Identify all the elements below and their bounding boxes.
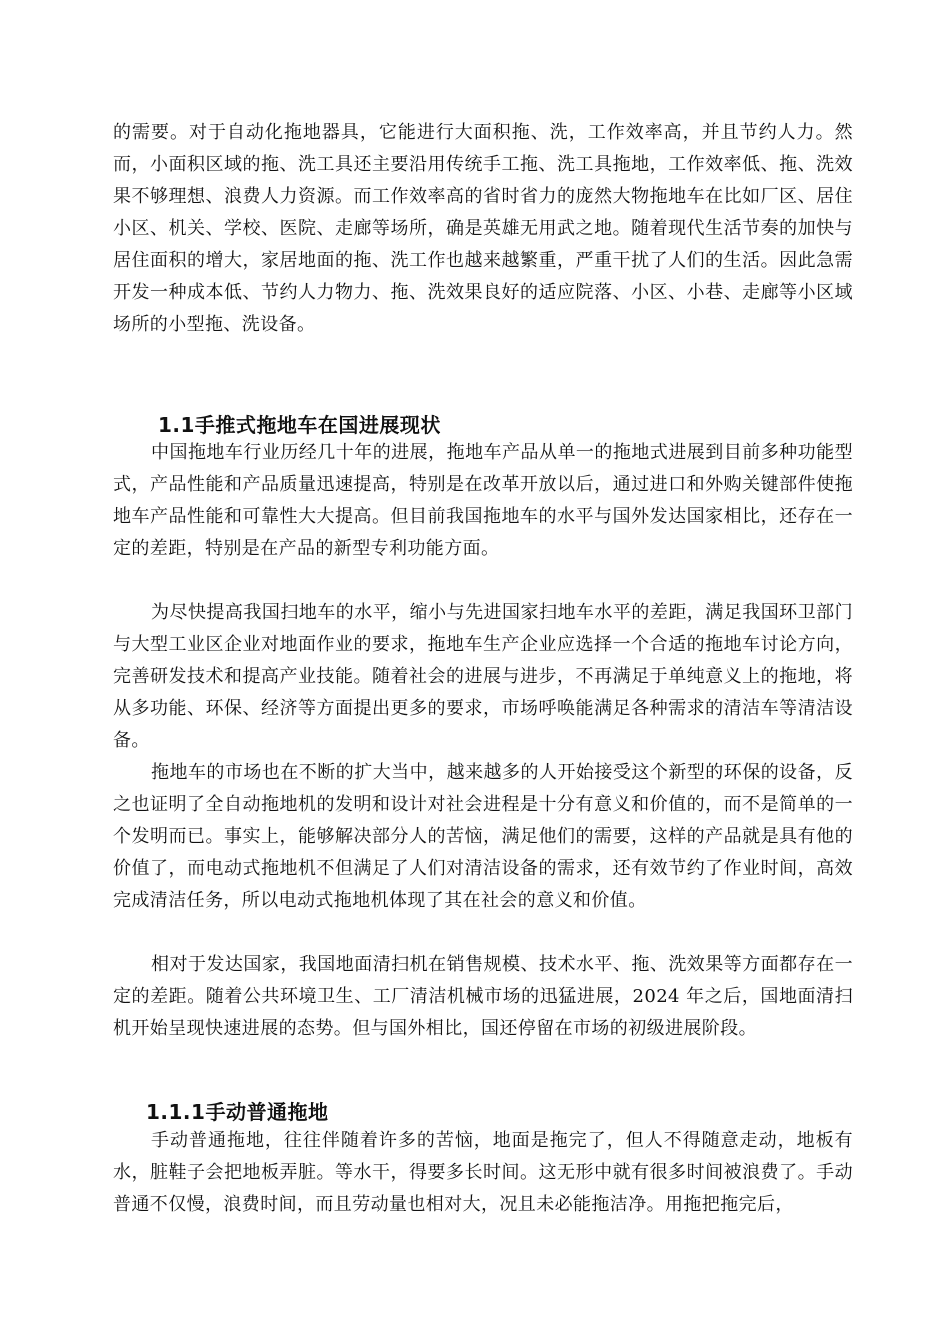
section-1-1-paragraph-2: 为尽快提高我国扫地车的水平，缩小与先进国家扫地车水平的差距，满足我国环卫部门与大型工业区企业对地面作业的要求，拖地车生产企业应选择一个合适的拖地车讨论方向，完善研发技术和提高产业技能。随着社会的进展与进步，不再满足于单纯意义上的拖地，将从多功能、环保、经济等方面提出更多的要求，市场呼唤能满足各种需求的清洁车等清洁设备。 (113, 602, 853, 751)
section-heading-1-1: 1.1手推式拖地车在国进展现状 (158, 413, 441, 437)
section-1-1-paragraph-4: 相对于发达国家，我国地面清扫机在销售规模、技术水平、拖、洗效果等方面都存在一定的差距。随着公共环境卫生、工厂清洁机械市场的迅猛进展，2024 年之后，国地面清扫机开始呈现快速进展的态势。但与国外相比，国还停留在市场的初级进展阶段。 (113, 954, 853, 1039)
intro-paragraph: 的需要。对于自动化拖地器具，它能进行大面积拖、洗，工作效率高，并且节约人力。然而，小面积区域的拖、洗工具还主要沿用传统手工拖、洗工具拖地，工作效率低、拖、洗效果不够理想、浪费人力资源。而工作效率高的省时省力的庞然大物拖地车在比如厂区、居住小区、机关、学校、医院、走廊等场所，确是英雄无用武之地。随着现代生活节奏的加快与居住面积的增大，家居地面的拖、洗工作也越来越繁重，严重干扰了人们的生活。因此急需开发一种成本低、节约人力物力、拖、洗效果良好的适应院落、小区、小巷、走廊等小区域场所的小型拖、洗设备。 (113, 122, 853, 335)
section-1-1-paragraph-3: 拖地车的市场也在不断的扩大当中，越来越多的人开始接受这个新型的环保的设备，反之也证明了全自动拖地机的发明和设计对社会进程是十分有意义和价值的，而不是简单的一个发明而已。事实上，能够解决部分人的苦恼，满足他们的需要，这样的产品就是具有他的价值了，而电动式拖地机不但满足了人们对清洁设备的需求，还有效节约了作业时间，高效完成清洁任务，所以电动式拖地机体现了其在社会的意义和价值。 (113, 762, 853, 911)
section-heading-1-1-1: 1.1.1手动普通拖地 (146, 1100, 329, 1124)
section-1-1-1-paragraph-1: 手动普通拖地，往往伴随着许多的苦恼，地面是拖完了，但人不得随意走动，地板有水，脏鞋子会把地板弄脏。等水干，得要多长时间。这无形中就有很多时间被浪费了。手动普通不仅慢，浪费时间，而且劳动量也相对大，况且未必能拖洁净。用拖把拖完后， (113, 1130, 853, 1215)
section-1-1-paragraph-1: 中国拖地车行业历经几十年的进展，拖地车产品从单一的拖地式进展到目前多种功能型式，产品性能和产品质量迅速提高，特别是在改革开放以后，通过进口和外购关键部件使拖地车产品性能和可靠性大大提高。但目前我国拖地车的水平与国外发达国家相比，还存在一定的差距，特别是在产品的新型专利功能方面。 (113, 442, 853, 559)
